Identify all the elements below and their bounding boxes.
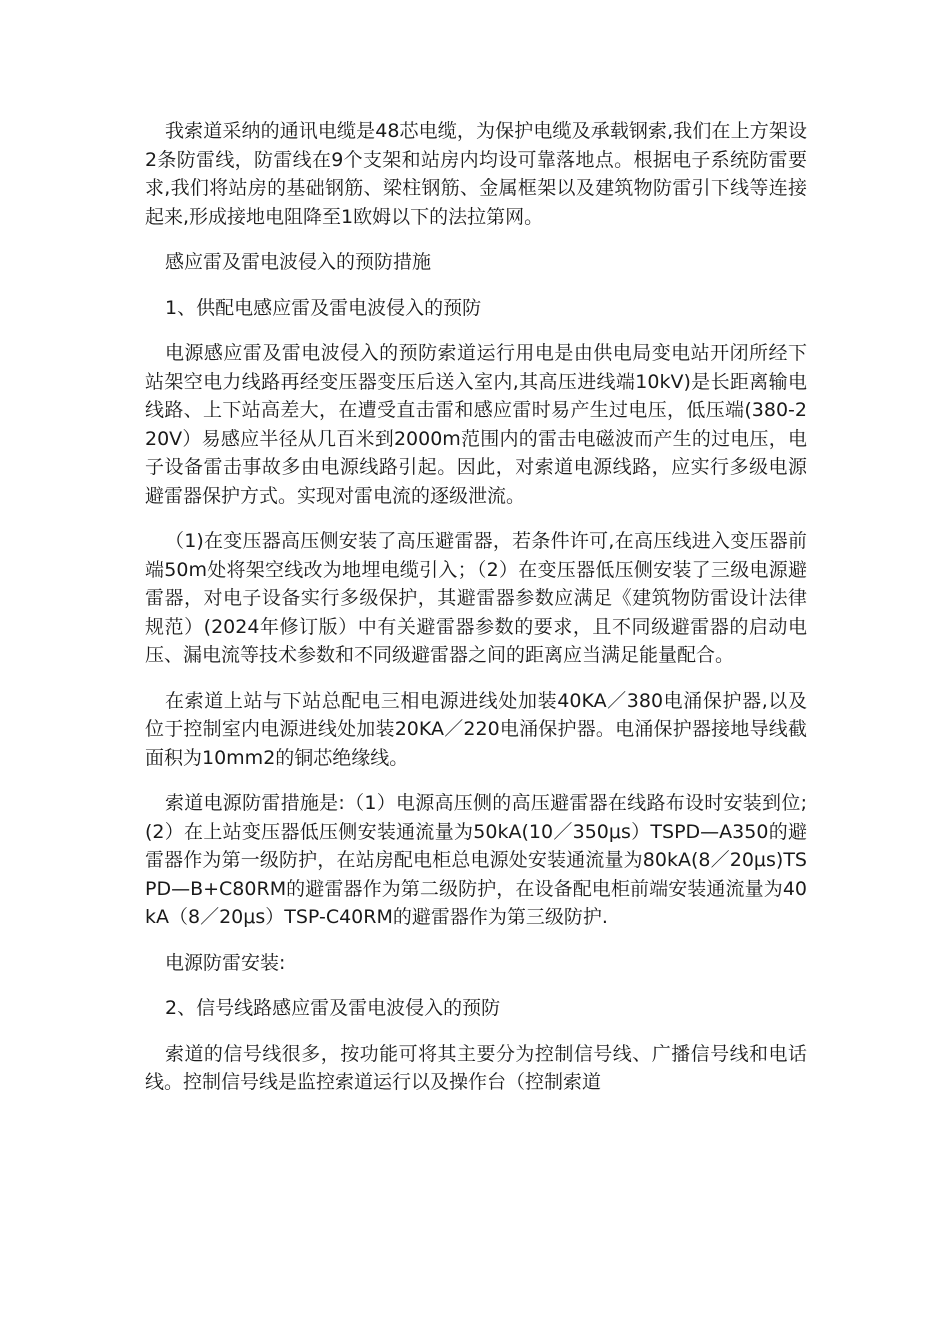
heading-power-lightning-installation: 电源防雷安装: (165, 951, 286, 974)
paragraph-transformer-arresters: （1)在变压器高压侧安装了高压避雷器，若条件许可,在高压线进入变压器前端50m处将架空线改为地埋电缆引入；（2）在变压器低压侧安装了三级电源避雷器，对电子设备实行多级保护，其避雷器参数应满足《建筑物防雷设计法律规范）(2024年修订版）中有关避雷器参数的要求，且不同级避雷器的启动电压、漏电流等技术参数和不同级避雷器之间的距离应当满足能量配合。 (145, 530, 807, 666)
section-heading-induced-lightning-prevention: 感应雷及雷电波侵入的预防措施 (165, 251, 432, 273)
paragraph-signal-lines: 索道的信号线很多，按功能可将其主要分为控制信号线、广播信号线和电话线。控制信号线是监控索道运行以及操作台（控制索道 (145, 1042, 807, 1093)
paragraph-surge-protectors: 在索道上站与下站总配电三相电源进线处加装40KA／380电涌保护器,以及位于控制室内电源进线处加装20KA／220电涌保护器。电涌保护器接地导线截面积为10mm2的铜芯绝缘线。 (145, 689, 807, 769)
paragraph-power-supply-overview: 电源感应雷及雷电波侵入的预防索道运行用电是由供电局变电站开闭所经下站架空电力线路再经变压器变压后送入室内,其高压进线端10kV)是长距离输电线路、上下站高差大，在遭受直击雷和感应雷时易产生过电压，低压端(380-220V）易感应半径从几百米到2000m范围内的雷击电磁波而产生的过电压，电子设备雷击事故多由电源线路引起。因此，对索道电源线路，应实行多级电源避雷器保护方式。实现对雷电流的逐级泄流。 (145, 342, 807, 507)
subsection-heading-power-supply: 1、供配电感应雷及雷电波侵入的预防 (165, 296, 482, 319)
paragraph-power-protection-measures: 索道电源防雷措施是:（1）电源高压侧的高压避雷器在线路布设时安装到位;(2）在上站变压器低压侧安装通流量为50kA(10／350μs）TSPD—A350的避雷器作为第一级防护，在站房配电柜总电源处安装通流量为80kA(8／20μs)TSPD—B+C80RM的避雷器作为第二级防护，在设备配电柜前端安装通流量为40kA（8／20μs）TSP-C40RM的避雷器作为第三级防护. (145, 792, 807, 928)
document-body (145, 117, 807, 1097)
paragraph-lightning-wire-grounding: 我索道采纳的通讯电缆是48芯电缆，为保护电缆及承载钢索,我们在上方架设2条防雷线，防雷线在9个支架和站房内均设可靠落地点。根据电子系统防雷要求,我们将站房的基础钢筋、梁柱钢筋、金属框架以及建筑物防雷引下线等连接起来,形成接地电阻降至1欧姆以下的法拉第网。 (145, 120, 807, 228)
subsection-heading-signal-lines: 2、信号线路感应雷及雷电波侵入的预防 (165, 997, 501, 1019)
